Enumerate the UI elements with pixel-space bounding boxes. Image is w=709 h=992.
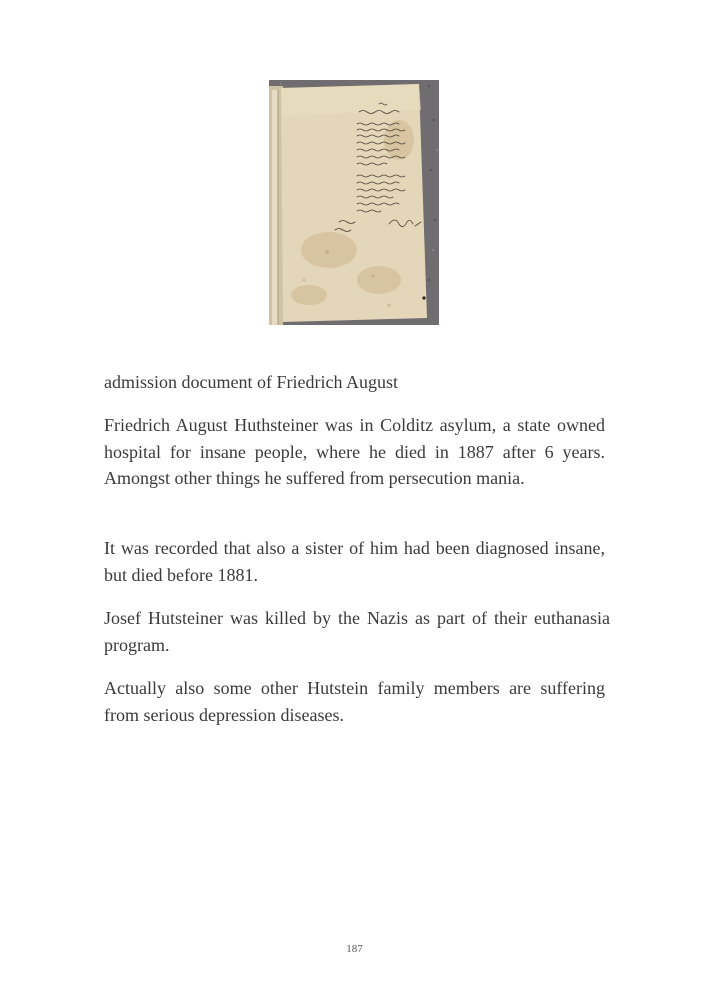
document-photo — [269, 80, 439, 325]
paragraph: Actually also some other Hutstein family members are suffering from serious depression diseases. — [104, 678, 605, 725]
page-number: 187 — [346, 943, 363, 955]
paragraph: Josef Hutsteiner was killed by the Nazis as part of their euthanasia program. — [104, 608, 610, 655]
paragraph: It was recorded that also a sister of him had been diagnosed insane, but died before 1881. — [104, 538, 605, 585]
document-photo-image — [269, 80, 439, 325]
photo-caption: admission document of Friedrich August — [104, 372, 398, 392]
paragraph: Friedrich August Huthsteiner was in Colditz asylum, a state owned hospital for insane people, where he died in 1887 after 6 years. Amongst other things he suffered from persecution mania. — [104, 415, 605, 488]
